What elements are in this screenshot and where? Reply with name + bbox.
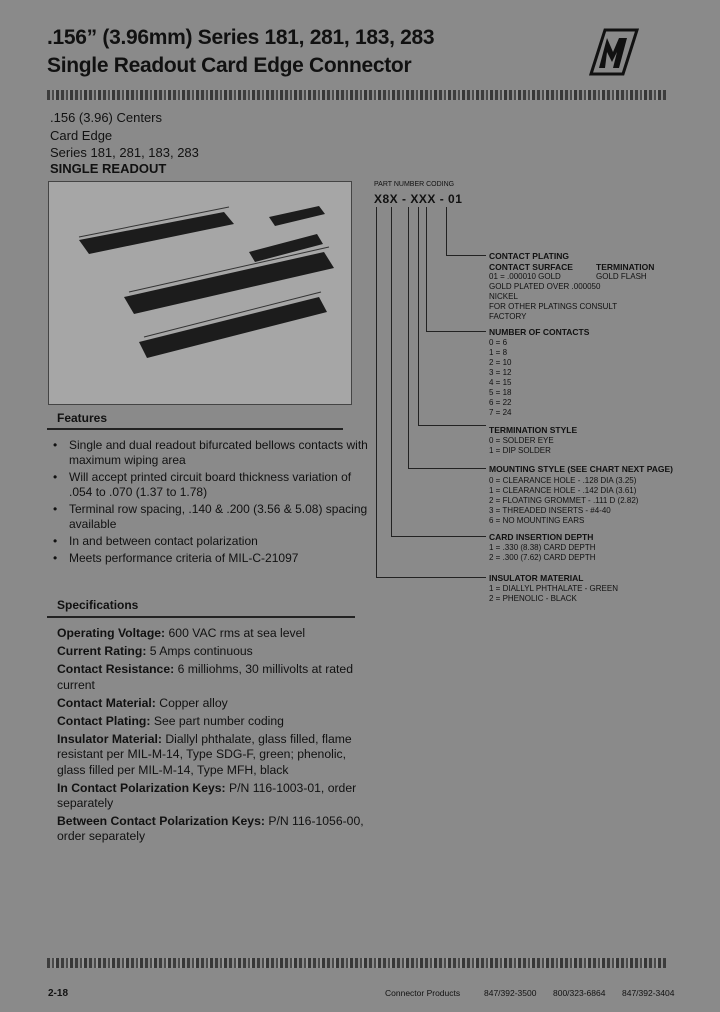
- spec-item: Insulator Material: Diallyl phthalate, glass filled, flame resistant per MIL-M-14, Type SDG-F, green; phenolic, glass filled per MIL-M-14, Type MFH, black: [57, 732, 352, 777]
- features-heading: Features: [57, 411, 108, 425]
- plating-heading: CONTACT PLATING: [489, 251, 569, 261]
- leader-line: [418, 207, 419, 425]
- footer-phone: 800/323-6864: [553, 988, 606, 998]
- page-number: 2-18: [48, 988, 69, 999]
- contacts-row: 5 = 18: [489, 388, 512, 397]
- leader-line: [376, 577, 486, 578]
- mounting-row: 3 = THREADED INSERTS - #4-40: [489, 506, 611, 515]
- part-number-code: X8X - XXX - 01: [374, 192, 463, 206]
- feature-item: • In and between contact polarization: [53, 534, 369, 549]
- connector-illustration: [49, 182, 351, 404]
- spec-item: Contact Material: Copper alloy: [57, 695, 228, 710]
- contacts-row: 4 = 15: [489, 378, 512, 387]
- termination-row: 1 = DIP SOLDER: [489, 446, 551, 455]
- sub-card-edge: Card Edge: [50, 128, 113, 143]
- insulator-heading: INSULATOR MATERIAL: [489, 573, 584, 583]
- contacts-row: 2 = 10: [489, 358, 512, 367]
- contacts-row: 7 = 24: [489, 408, 512, 417]
- feature-item: • Will accept printed circuit board thickness variation of .054 to .070 (1.37 to 1.78): [53, 470, 369, 500]
- company-logo: [585, 24, 641, 80]
- insulator-row: 2 = PHENOLIC - BLACK: [489, 594, 577, 603]
- sub-series: Series 181, 281, 183, 283: [50, 145, 199, 160]
- leader-line: [376, 207, 377, 577]
- mounting-row: 1 = CLEARANCE HOLE - .142 DIA (3.61): [489, 486, 637, 495]
- leader-line: [426, 331, 486, 332]
- page-subtitle: Single Readout Card Edge Connector: [47, 54, 412, 77]
- scan-noise-strip: [47, 90, 667, 100]
- spec-item: Between Contact Polarization Keys: P/N 116-1056-00, order separately: [57, 814, 364, 844]
- spec-item: Contact Resistance: 6 milliohms, 30 millivolts at rated current: [57, 662, 353, 692]
- contacts-row: 1 = 8: [489, 348, 508, 357]
- contacts-row: 6 = 22: [489, 398, 512, 407]
- footer-company: Connector Products: [385, 988, 461, 998]
- termination-row: 0 = SOLDER EYE: [489, 436, 554, 445]
- specifications-heading: Specifications: [57, 598, 139, 612]
- contacts-row: 3 = 12: [489, 368, 512, 377]
- leader-line: [408, 468, 486, 469]
- feature-item: • Terminal row spacing, .140 & .200 (3.56 & 5.08) spacing available: [53, 502, 369, 532]
- depth-row: 1 = .330 (8.38) CARD DEPTH: [489, 543, 596, 552]
- part-number-label: PART NUMBER CODING: [374, 181, 455, 188]
- product-photo: [48, 181, 352, 405]
- mounting-heading: MOUNTING STYLE (SEE CHART NEXT PAGE): [489, 464, 674, 474]
- leader-line: [446, 207, 447, 255]
- sub-centers: .156 (3.96) Centers: [50, 110, 163, 125]
- contacts-heading: NUMBER OF CONTACTS: [489, 327, 590, 337]
- footer-phone: 847/392-3404: [622, 988, 675, 998]
- plating-col-surface: CONTACT SURFACE: [489, 262, 573, 272]
- spec-item: Operating Voltage: 600 VAC rms at sea level: [57, 626, 306, 640]
- spec-item: Current Rating: 5 Amps continuous: [57, 644, 253, 659]
- contacts-row: 0 = 6: [489, 338, 508, 347]
- plating-row: FACTORY: [489, 312, 527, 321]
- feature-item: • Single and dual readout bifurcated bellows contacts with maximum wiping area: [53, 438, 369, 468]
- mounting-row: 0 = CLEARANCE HOLE - .128 DIA (3.25): [489, 476, 637, 485]
- plating-row: 01 = .000010 GOLD: [489, 272, 561, 281]
- feature-item: • Meets performance criteria of MIL-C-21097: [53, 551, 369, 566]
- specifications-rule: [47, 616, 355, 618]
- plating-term: GOLD FLASH: [596, 272, 647, 281]
- depth-heading: CARD INSERTION DEPTH: [489, 532, 594, 542]
- leader-line: [418, 425, 486, 426]
- plating-col-termination: TERMINATION: [596, 262, 655, 272]
- plating-row: FOR OTHER PLATINGS CONSULT: [489, 302, 618, 311]
- plating-row: NICKEL: [489, 292, 518, 301]
- page-title: .156” (3.96mm) Series 181, 281, 183, 283: [47, 26, 435, 49]
- leader-line: [408, 207, 409, 468]
- sub-readout: SINGLE READOUT: [50, 161, 167, 176]
- spec-item: In Contact Polarization Keys: P/N 116-1003-01, order separately: [57, 780, 357, 811]
- mounting-row: 2 = FLOATING GROMMET - .111 D (2.82): [489, 496, 639, 505]
- leader-line: [426, 207, 427, 331]
- leader-line: [391, 536, 486, 537]
- plating-row: GOLD PLATED OVER .000050: [489, 282, 601, 291]
- footer-phone: 847/392-3500: [484, 988, 537, 998]
- scan-noise-strip: [47, 958, 667, 968]
- termination-heading: TERMINATION STYLE: [489, 425, 578, 435]
- mounting-row: 6 = NO MOUNTING EARS: [489, 516, 585, 525]
- insulator-row: 1 = DIALLYL PHTHALATE - GREEN: [489, 584, 619, 593]
- depth-row: 2 = .300 (7.62) CARD DEPTH: [489, 553, 596, 562]
- specifications-list: [57, 626, 367, 848]
- features-list: [53, 426, 369, 568]
- leader-line: [446, 255, 486, 256]
- leader-line: [391, 207, 392, 536]
- spec-item: Contact Plating: See part number coding: [57, 714, 284, 729]
